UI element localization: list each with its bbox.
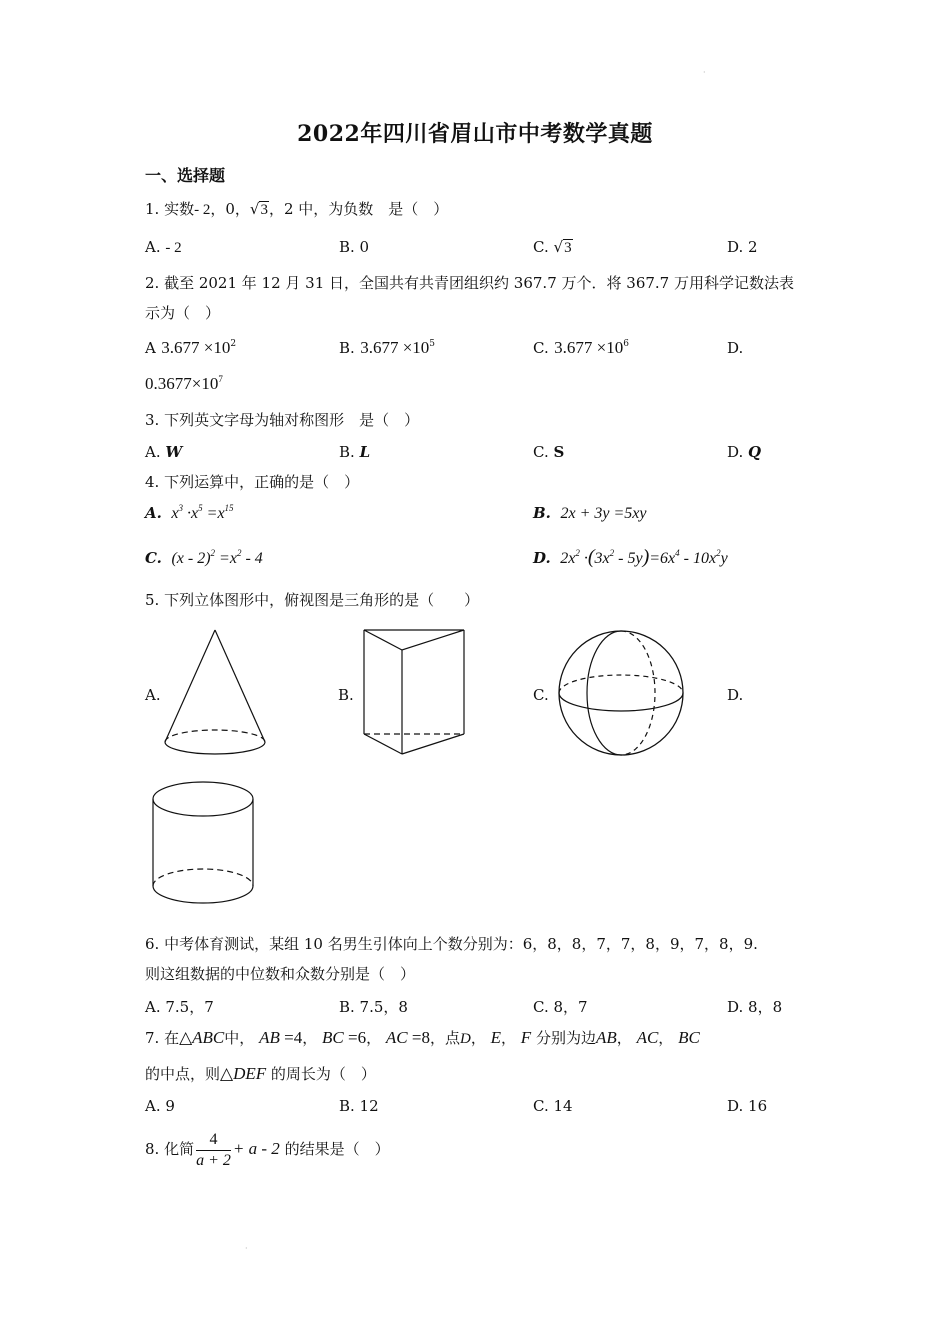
- option-a[interactable]: A. - 2: [145, 238, 182, 256]
- option-b[interactable]: B. 0: [339, 238, 370, 256]
- triangular-prism-figure: [360, 626, 470, 758]
- question-2-line-1: 2. 截至 2021 年 12 月 31 日，全国共有共青团组织约 367.7 万个．将 367.7 万用科学记数法表: [145, 274, 794, 292]
- question-2-option-d-value: $0.3677\times 10^7$: [145, 374, 223, 393]
- sphere-figure: [556, 628, 688, 760]
- option-b[interactable]: B. 12: [339, 1097, 379, 1115]
- question-7-options: [145, 1097, 825, 1121]
- option-c[interactable]: C.: [533, 686, 549, 704]
- option-d[interactable]: D. 16: [727, 1097, 768, 1115]
- option-a[interactable]: A $3.677 \times 10^2$: [145, 338, 237, 357]
- question-5: 5. 下列立体图形中，俯视图是三角形的是（ ）: [145, 591, 480, 609]
- question-6-line-2: 则这组数据的中位数和众数分别是（ ）: [145, 965, 416, 983]
- option-d[interactable]: D.: [727, 339, 744, 357]
- fraction: $\frac{4}{a + 2}$: [196, 1130, 231, 1169]
- option-b[interactable]: B. L: [339, 443, 371, 461]
- question-8: 8. 化简 $\frac{4}{a + 2}$ + a - 2 的结果是（ ）: [145, 1130, 390, 1169]
- option-c[interactable]: C. S: [533, 443, 565, 461]
- option-b[interactable]: B.: [338, 686, 354, 704]
- page-mark: ·: [703, 68, 706, 77]
- question-6-options: [145, 996, 825, 1020]
- question-3-options: [145, 443, 825, 467]
- question-4: 4. 下列运算中，正确的是（ ）: [145, 473, 360, 491]
- option-d[interactable]: D.: [727, 686, 744, 704]
- page-mark: ·: [245, 1244, 248, 1253]
- question-6-line-1: 6. 中考体育测试，某组 10 名男生引体向上个数分别为：6，8，8，7，7，8，9，7，8，9.: [145, 935, 758, 953]
- option-a[interactable]: A. 9: [145, 1097, 175, 1115]
- option-a[interactable]: A. W: [145, 443, 183, 461]
- option-d[interactable]: D. Q: [727, 443, 762, 461]
- option-a[interactable]: A. 7.5，7: [145, 998, 214, 1016]
- option-d[interactable]: D. 2: [727, 238, 758, 256]
- option-c[interactable]: C. √3: [533, 238, 572, 256]
- option-a[interactable]: A. $x^3 \cdot x^5 =x^{15}$: [145, 503, 234, 522]
- question-3: 3. 下列英文字母为轴对称图形 是（ ）: [145, 411, 420, 429]
- option-b[interactable]: B. 2x + 3y =5xy: [533, 504, 647, 522]
- question-1-options: [145, 238, 825, 262]
- cone-figure: [160, 625, 272, 760]
- option-b[interactable]: B. 7.5，8: [339, 998, 408, 1016]
- cylinder-figure: [148, 778, 260, 920]
- option-d[interactable]: D. 8，8: [727, 998, 783, 1016]
- option-c[interactable]: C. 8，7: [533, 998, 588, 1016]
- question-2-options: [145, 338, 825, 362]
- section-heading: 一、选择题: [145, 166, 226, 185]
- question-2-line-2: 示为（ ）: [145, 304, 221, 322]
- option-d[interactable]: D. $2x^2 \cdot(3x^2 - 5y)=6x^4 - 10x^2y$: [533, 546, 728, 568]
- question-1: 1. 实数- 2，0，√3，2 中，为负数 是（ ）: [145, 200, 449, 218]
- option-c[interactable]: C. $(x - 2)^2 =x^2 - 4$: [145, 548, 263, 567]
- option-b[interactable]: B. $3.677 \times 10^5$: [339, 338, 436, 357]
- option-c[interactable]: C. 14: [533, 1097, 573, 1115]
- sqrt-symbol: √3: [249, 200, 268, 218]
- option-c[interactable]: C. $3.677 \times 10^6$: [533, 338, 629, 357]
- question-7-line-2: 的中点，则△DEF 的周长为（ ）: [145, 1064, 376, 1083]
- option-a[interactable]: A.: [145, 686, 161, 704]
- question-7-line-1: 7. 在△ABC中， AB =4， BC =6， AC =8，点D， E， F 分别为边AB， AC， BC: [145, 1028, 700, 1047]
- page-title: 2022年四川省眉山市中考数学真题: [297, 121, 653, 147]
